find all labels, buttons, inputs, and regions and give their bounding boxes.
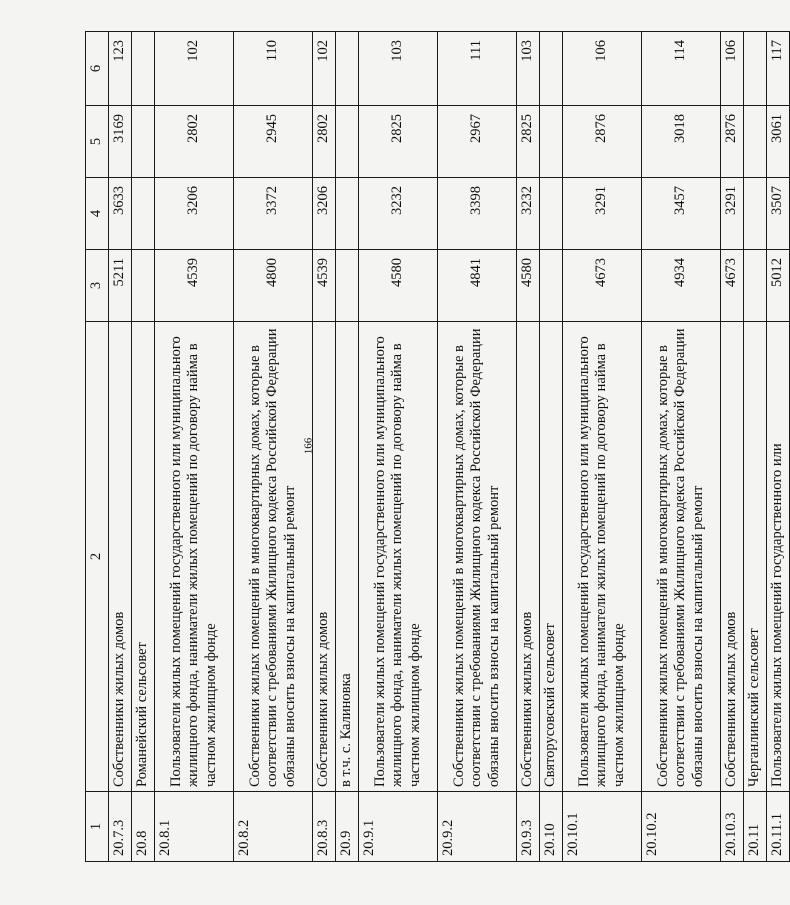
table-row (767, 32, 790, 862)
value-col5-cell (744, 106, 767, 178)
row-name-cell: Святорусовский сельсовет (540, 322, 563, 792)
value-col4-cell: 3372 (234, 178, 313, 250)
value-col3-cell (540, 250, 563, 322)
value-col3-cell: 4539 (313, 250, 336, 322)
value-col4-cell: 3206 (155, 178, 234, 250)
header-cell: 1 (86, 792, 109, 862)
row-code-cell: 20.10.3 (721, 792, 744, 862)
value-col4-cell: 3398 (438, 178, 517, 250)
value-col5-cell: 2876 (721, 106, 744, 178)
table-row (540, 32, 563, 862)
value-col6-cell: 117 (767, 32, 790, 106)
row-name-cell: в т.ч. с. Калиновка (336, 322, 359, 792)
row-name-cell: Собственники жилых домов (517, 322, 540, 792)
value-col4-cell (744, 178, 767, 250)
value-col3-cell (744, 250, 767, 322)
value-col6-cell: 103 (517, 32, 540, 106)
value-col4-cell: 3457 (642, 178, 721, 250)
value-col5-cell: 2876 (563, 106, 642, 178)
value-col4-cell: 3507 (767, 178, 790, 250)
table-row (313, 32, 336, 862)
row-code-cell: 20.8 (132, 792, 155, 862)
table-row (234, 32, 313, 862)
value-col5-cell: 2825 (517, 106, 540, 178)
value-col4-cell (132, 178, 155, 250)
row-code-cell: 20.11.1 (767, 792, 790, 862)
value-col4-cell: 3232 (517, 178, 540, 250)
value-col5-cell (336, 106, 359, 178)
value-col6-cell: 102 (155, 32, 234, 106)
value-col3-cell: 5211 (109, 250, 132, 322)
table-row (132, 32, 155, 862)
value-col4-cell: 3291 (721, 178, 744, 250)
table-row (155, 32, 234, 862)
value-col6-cell: 102 (313, 32, 336, 106)
value-col3-cell: 5012 (767, 250, 790, 322)
value-col3-cell: 4580 (517, 250, 540, 322)
table-header-row (86, 32, 109, 862)
header-cell: 2 (86, 322, 109, 792)
tariff-table (85, 31, 790, 862)
row-name-cell: Собственники жилых помещений в многоквартирных домах, которые в соответствии с требованиями Жилищного кодекса Российской Федерации обязаны вносить взносы на капитальный ремонт (234, 322, 313, 792)
value-col6-cell (744, 32, 767, 106)
value-col3-cell (336, 250, 359, 322)
row-name-cell: Собственники жилых домов (721, 322, 744, 792)
value-col6-cell: 106 (563, 32, 642, 106)
value-col3-cell (132, 250, 155, 322)
value-col6-cell: 106 (721, 32, 744, 106)
value-col4-cell (336, 178, 359, 250)
value-col5-cell: 3169 (109, 106, 132, 178)
header-cell: 3 (86, 250, 109, 322)
value-col6-cell: 110 (234, 32, 313, 106)
value-col3-cell: 4539 (155, 250, 234, 322)
value-col6-cell: 111 (438, 32, 517, 106)
row-name-cell: Собственники жилых помещений в многоквартирных домах, которые в соответствии с требованиями Жилищного кодекса Российской Федерации обязаны вносить взносы на капитальный ремонт (438, 322, 517, 792)
value-col5-cell (132, 106, 155, 178)
row-code-cell: 20.8.3 (313, 792, 336, 862)
row-code-cell: 20.10.1 (563, 792, 642, 862)
row-code-cell: 20.8.2 (234, 792, 313, 862)
row-name-cell: Пользователи жилых помещений государственного или муниципального жилищного фонда, наниматели жилых помещений по договору найма в частном жилищном фонде (359, 322, 438, 792)
header-cell: 4 (86, 178, 109, 250)
table-row (642, 32, 721, 862)
table-row (563, 32, 642, 862)
value-col3-cell: 4800 (234, 250, 313, 322)
value-col4-cell: 3291 (563, 178, 642, 250)
value-col3-cell: 4673 (563, 250, 642, 322)
row-code-cell: 20.9 (336, 792, 359, 862)
row-name-cell: Собственники жилых домов (313, 322, 336, 792)
value-col3-cell: 4934 (642, 250, 721, 322)
row-name-cell: Пользователи жилых помещений государственного или муниципального жилищного фонда, наниматели жилых помещений по договору найма в частном жилищном фонде (155, 322, 234, 792)
rotated-table-container (85, 31, 790, 862)
value-col6-cell (132, 32, 155, 106)
table-row (109, 32, 132, 862)
value-col5-cell (540, 106, 563, 178)
table-row (744, 32, 767, 862)
page-number: 166 (302, 437, 315, 455)
table-row (336, 32, 359, 862)
row-name-cell: Собственники жилых помещений в многоквартирных домах, которые в соответствии с требованиями Жилищного кодекса Российской Федерации обязаны вносить взносы на капитальный ремонт (642, 322, 721, 792)
value-col5-cell: 2825 (359, 106, 438, 178)
header-cell: 6 (86, 32, 109, 106)
table-row (359, 32, 438, 862)
value-col4-cell: 3633 (109, 178, 132, 250)
row-name-cell: Черганлинский сельсовет (744, 322, 767, 792)
row-name-cell: Собственники жилых домов (109, 322, 132, 792)
value-col3-cell: 4580 (359, 250, 438, 322)
value-col3-cell: 4673 (721, 250, 744, 322)
value-col4-cell (540, 178, 563, 250)
row-code-cell: 20.9.2 (438, 792, 517, 862)
value-col6-cell: 103 (359, 32, 438, 106)
table-row (517, 32, 540, 862)
row-code-cell: 20.9.1 (359, 792, 438, 862)
row-code-cell: 20.10.2 (642, 792, 721, 862)
row-code-cell: 20.11 (744, 792, 767, 862)
row-code-cell: 20.9.3 (517, 792, 540, 862)
value-col6-cell: 114 (642, 32, 721, 106)
value-col6-cell (540, 32, 563, 106)
value-col5-cell: 2802 (313, 106, 336, 178)
value-col4-cell: 3232 (359, 178, 438, 250)
table-row (721, 32, 744, 862)
value-col5-cell: 2967 (438, 106, 517, 178)
value-col4-cell: 3206 (313, 178, 336, 250)
row-name-cell: Пользователи жилых помещений государственного или (767, 322, 790, 792)
value-col3-cell: 4841 (438, 250, 517, 322)
row-name-cell: Романейский сельсовет (132, 322, 155, 792)
row-code-cell: 20.8.1 (155, 792, 234, 862)
value-col5-cell: 3061 (767, 106, 790, 178)
value-col5-cell: 2945 (234, 106, 313, 178)
value-col5-cell: 2802 (155, 106, 234, 178)
row-code-cell: 20.10 (540, 792, 563, 862)
value-col5-cell: 3018 (642, 106, 721, 178)
value-col6-cell (336, 32, 359, 106)
row-name-cell: Пользователи жилых помещений государственного или муниципального жилищного фонда, наниматели жилых помещений по договору найма в частном жилищном фонде (563, 322, 642, 792)
header-cell: 5 (86, 106, 109, 178)
value-col6-cell: 123 (109, 32, 132, 106)
row-code-cell: 20.7.3 (109, 792, 132, 862)
table-row (438, 32, 517, 862)
